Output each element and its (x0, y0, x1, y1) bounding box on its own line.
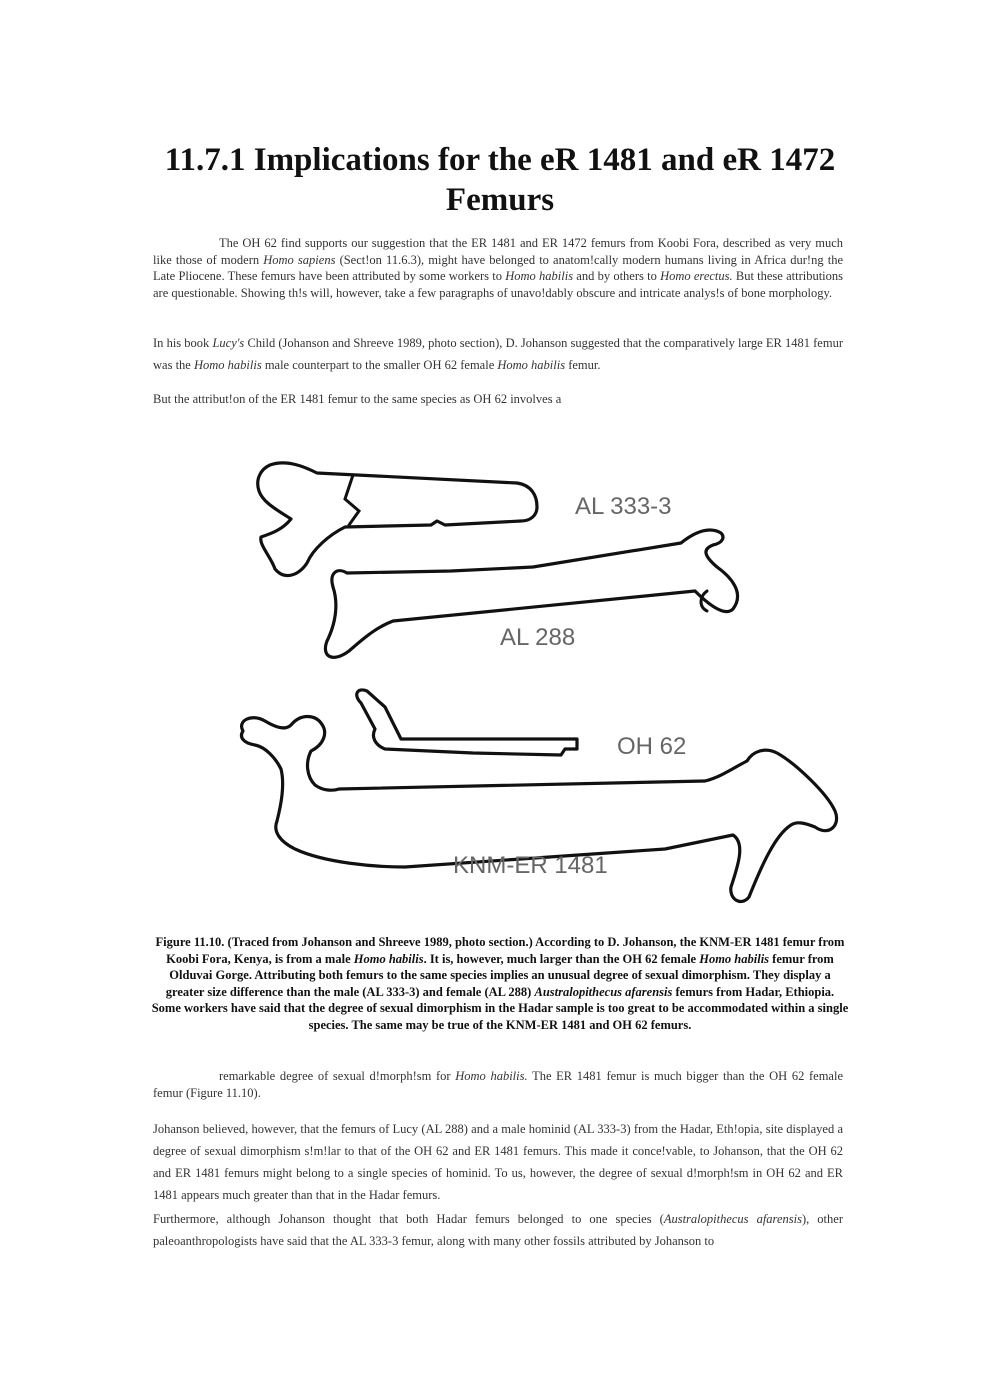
italic-run: Australopithecus afarensis (663, 1212, 802, 1226)
text-run: Child (Johanson and Shreeve 1989, photo section), D. Johanson suggested that the comparatively large ER 1481 femur was the (153, 336, 843, 372)
text-run: male counterpart to the smaller OH 62 female (261, 358, 498, 372)
text-run: . It is, however, much larger than the OH 62 female (423, 951, 700, 966)
italic-run: Homo sapiens (263, 252, 336, 267)
italic-run: Homo habilis (497, 358, 566, 372)
italic-run: Homo habilis (353, 951, 424, 966)
italic-run: Homo habilis (193, 358, 262, 372)
text-run: But the attribut!on of the ER 1481 femur to the same species as OH 62 involves a (153, 392, 562, 406)
italic-run: Homo habilis. (455, 1069, 528, 1083)
italic-run: Lucy's (212, 336, 245, 350)
text-run: femur from Olduvai Gorge. Attributing both femurs to the same species implies an unusual degree of sexual dimorphism. They display a greater size difference than the male (AL 333-3) and female (AL 288) (165, 951, 834, 999)
figure-label: AL 333-3 (575, 493, 672, 520)
figure-label: AL 288 (500, 624, 576, 651)
text-run: In his book (153, 336, 213, 350)
text-run: The OH 62 find supports our suggestion that the ER 1481 and ER 1472 femurs from Koobi Fora, described as very much like those of modern (153, 236, 843, 267)
text-run: But these attributions are questionable. Showing th!s will, however, take a few paragraphs of unavo!dably obscure and intricate analys!s of bone morphology. (153, 269, 844, 300)
text-run: Furthermore, although Johanson thought that both Hadar femurs belonged to one species ( (153, 1212, 664, 1226)
figure-label: KNM-ER 1481 (453, 852, 608, 879)
paragraph-2 (153, 332, 843, 376)
italic-run: Homo habilis (699, 951, 770, 966)
paragraph-4 (153, 1068, 843, 1101)
section-title: 11.7.1 Implications for the eR 1481 and eR 1472 Femurs (164, 142, 836, 218)
femur-oh-62 (357, 690, 577, 755)
italic-run: Australopithecus afarensis (534, 984, 673, 999)
italic-run: Homo habilis (505, 269, 574, 283)
femur-al-333-3 (258, 463, 537, 576)
text-run: Figure 11.10. (Traced from Johanson and Shreeve 1989, photo section.) According to D. Johanson, the KNM-ER 1481 femur from Koobi Fora, Kenya, is from a male (155, 935, 845, 966)
text-run: (Sect!on 11.6.3), might have belonged to anatom!cally modern humans living in Africa dur!ng the Late Pliocene. These femurs have been attributed by some workers to (153, 252, 843, 283)
figure-label: OH 62 (617, 733, 687, 760)
text-run: ), other paleoanthropologists have said that the AL 333-3 femur, along with many other fossils attributed by Johanson to (153, 1212, 843, 1248)
femur-figure (225, 445, 850, 915)
paragraph-6 (153, 1208, 843, 1252)
text-run: and by others to (573, 269, 661, 283)
text-run: remarkable degree of sexual d!morph!sm for (219, 1069, 456, 1083)
text-run: femurs from Hadar, Ethiopia. Some workers have said that the degree of sexual dimorphism in the Hadar sample is too great to be accommodated within a single species. The same may be true of the KNM-ER 1481 and OH 62 femurs. (151, 984, 849, 1032)
text-run: The ER 1481 femur is much bigger than the OH 62 female femur (Figure 11.10). (153, 1069, 844, 1100)
femur-drawing (225, 445, 850, 915)
paragraph-3 (153, 391, 843, 408)
figure-caption (150, 934, 850, 1033)
text-run: femur. (565, 358, 601, 372)
paragraph-1 (153, 235, 843, 301)
text-run: Johanson believed, however, that the femurs of Lucy (AL 288) and a male hominid (AL 333-3) from the Hadar, Eth!opia, site displayed a degree of sexual dimorphism s!m!lar to that of the OH 62 and ER 1481 femurs. This made it conce!vable, to Johanson, that the OH 62 and ER 1481 femurs might belong to a single species of hominid. To us, however, the degree of sexual d!morph!sm in OH 62 and ER 1481 appears much greater than that in the Hadar femurs. (153, 1122, 843, 1202)
paragraph-5 (153, 1118, 843, 1206)
italic-run: Homo erectus. (660, 269, 733, 283)
